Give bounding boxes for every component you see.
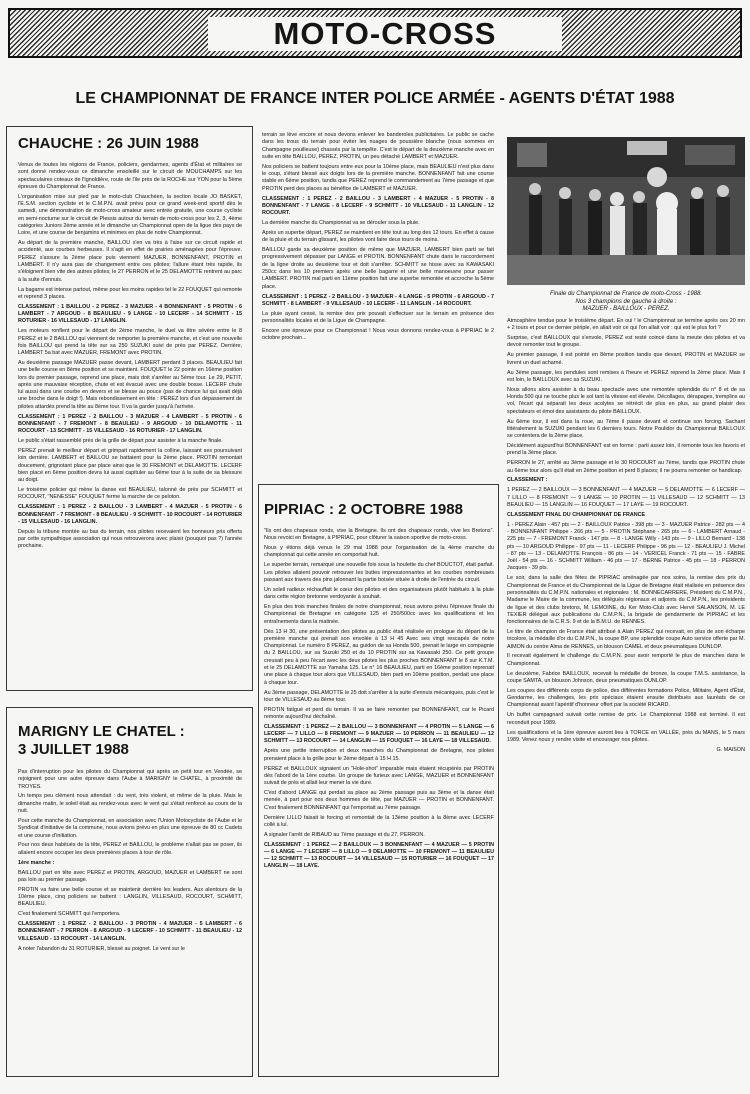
paragraph: Depuis la tribune montée au bas du terrain, nos pilotes recevaient les honneurs pris offerts par cette sympathique association qui nous retrouverons avec plaisir (pouquoi pas ?) l'année prochaine.	[18, 528, 242, 550]
paragraph: PERRON le 27, arrêté au 3ème passage et le 30 ROCOURT au 7ème, tandis que PROTIN chute au 6ème tour alors qu'il était en 2ème position et perd 8 places; il ne pourra remonter ce handicap.	[507, 460, 745, 474]
paragraph: Un soleil radieux réchauffait le cœur des pilotes et des organisateurs plutôt habitués à la pluie dans cette région bretonne verdoyante à souhait.	[264, 586, 494, 601]
paragraph: Le public s'était rassemblé près de la grille de départ pour assister à la manche finale.	[18, 438, 223, 445]
photo-caption: Finale du Championnat de France de moto-Cross - 1988. Nos 3 champions de gauche à droite : MAZUER - BAILLOUX - PEREZ.	[549, 291, 703, 312]
column-pipriac	[264, 500, 494, 873]
marigny-title: MARIGNY LE CHATEL : 3 JUILLET 1988	[18, 723, 185, 758]
paragraph: Au 3ème passage, DELAMOTTE le 25 doit s'arrêter à la suite d'ennuis mécaniques, puis c'est le tour de VILLESAUD au 8ème tour.	[264, 689, 494, 703]
classement: CLASSEMENT : 1 PEREZ — 2 BAILLOUX — 3 BONNENFANT — 4 MAZUER — 5 PROTIN — 6 LANGE — 7 LECERF — 8 LILLO — 9 DELAMOTTE — 10 FREMONT — 11 BEAULIEU — 12 SCHMITT — 13 ROCOURT — 14 VILLESAUD — 15 ROTURIER — 16 FOUQUET — 17 LANGLIN — 18 LAYE.	[264, 841, 494, 870]
classement: CLASSEMENT : 1 PEREZ - 2 BAILLOU - 3 MAZUER - 4 LANGE - 5 PROTIN - 6 ARGOUD - 7 SCHMITT - 8 LAMBERT - 9 VILLESAUD - 10 LECERF - 11 LANGLIN - 14 ROCOURT.	[262, 293, 494, 307]
paragraph: Un buffet campagnard suivait cette remise de prix. Le Championnat 1988 est terminé. Il est reconduit pour 1989.	[507, 712, 745, 726]
paragraph: Il recevait également le challenge du C.M.P.N. pour avoir remporté le plus de manches dans le Championnat.	[507, 653, 745, 667]
paragraph: Au départ de la première manche, BAILLOU s'en va très à l'aise sur ce circuit rapide et accidenté, aux courbes herbeuses. Il s'agit en effet de prairies aménagées pour l'épreuve. PEREZ s'assure la 2ème place puis viennent MAZUER, BONNENFANT, PROTIN et LAMBERT. Il n'y aura pas de changement entre ces pilotes; l'allure étant très rapide, ils s'éloignent bien vite des autres pilotes; le 27 PERRON et le 25 DELAMOTTE rentrent au parc à la suite d'ennuis.	[18, 240, 242, 283]
subheading: 1ère manche :	[18, 859, 55, 866]
classement: CLASSEMENT : 1 BAILLOU - 2 PEREZ - 3 MAZUER - 4 BONNENFANT - 5 PROTIN - 6 LAMBERT - 7 ARGOUD - 8 BEAULIEU - 9 LANGE - 10 LECERF - 14 SCHMITT - 15 ROTURIER - 16 VILLESAUD - 17 LANGLIN.	[18, 303, 242, 325]
classement-label: CLASSEMENT :	[507, 477, 548, 484]
paragraph: Pour nos deux habitués de la tête, PEREZ et BAILLOU, le problème n'allait pas se poser, ils allaient encore occuper les deux premières places à tour de rôle.	[18, 842, 242, 856]
section-banner	[8, 8, 742, 58]
paragraph: Au 6ème tour, il est dans la roue, au 7ème il passe devant et continue son forcing. Sachant littéralement la SUZUKI pendant les 6 derniers tours. Notre Poulidor du Championnat BAILLOUX se contentera de la 2ème place.	[507, 418, 745, 440]
paragraph: Le superbe terrain, remarqué une nouvelle fois sous la houlette du chef BOUCTOT, était parfait. Les pilotes allaient pouvoir retrouver les buttes impressionnantes et les courbes nombreuses passant aux travers des pins jalonnant la partie boisée située à droite de l'entrée du circuit.	[264, 562, 494, 583]
paragraph: Un temps peu clément nous attendait : du vent, très violent, et même de la pluie. Mais le dimanche matin, le soleil était au rendez-vous avec le vent qui s'était renforcé au cours de la nuit.	[18, 793, 242, 815]
classement: 1 PEREZ — 2 BAILLOUX — 3 BONNENFANT — 4 MAZUER — 5 DELAMOTTE — 6 LECERF — 7 LILLO — 8 FREMONT — 9 LANGE — 10 PROTIN — 11 VILLESAUD — 12 SCHMITT — 13 BEAULIEU — 15 LANGLIN — 16 FOUQUET — 17 LAYE — 19 ROCOURT.	[507, 487, 745, 508]
paragraph: PROTIN va faire une belle course et se maintenir derrière les leaders. Aux alentours de la 10ème place, cinq policiers se battent : LANGLIN, VILLESAUD, ROCOURT, SCHMITT, BEAULIEU.	[18, 886, 242, 908]
section-title: MOTO-CROSS	[208, 17, 562, 51]
column-marigny	[18, 722, 242, 955]
paragraph: La bagarre est intense partout, même pour les moins rapides tel le 22 FOUQUET qui remonte et reprend 3 places.	[18, 286, 242, 300]
paragraph: PROTIN fatigué et perd du terrain. Il va se faire remonter par BONNENFANT, car le Picard remonte aujourd'hui déchaîné.	[264, 706, 494, 720]
final-classement: 1 - PEREZ Alain - 457 pts — 2 - BAILLOUX Patrice - 398 pts — 3 - MAZUER Patrice - 282 pts — 4 - BONNENFANT Philippe - 266 pts — 5 - PROTIN Stéphane - 265 pts — 6 - LAMBERT Arnaud - 225 pts — 7 - FREMONT Franck - 147 pts — 8 - LANGE Willy - 143 pts — 9 - LILLO Bernard - 138 pts — 10 ARGOUD Philippe - 97 pts — 11 - LECERF Philippe - 96 pts — 12 - BEAULIEU J. Michel - 87 pts — 13 - DELAMOTTE François - 86 pts — 14 - VERICEL Franck - 71 pts — 15 - FABRE Joël - 54 pts — 16 - SCHMITT William - 46 pts — 17 - BERNE Patrice - 45 pts — 18 - PERRON Jacques - 39 pts.	[507, 521, 745, 572]
paragraph: Le troisème policier qui mène la danse est BEAULIEU, talonné de près par SCHMITT et ROCOURT, "NENESSE" FOUQUET ferme la marche de ce peloton.	[18, 487, 242, 501]
paragraph: Décidément aujourd'hui BONNENFANT est en forme : parti assez loin, il remonte tous les favoris et prend la 3ème place.	[507, 443, 745, 457]
classement: CLASSEMENT : 1 PEREZ - 2 BAILLOU - 3 LAMBERT - 4 MAZUER - 5 PROTIN - 8 BONNENFANT - 7 LANGE - 8 LECERF - 9 SCHMITT - 10 VILLESAUD - 11 LANGLIN - 12 ROCOURT.	[262, 195, 494, 217]
column-chauche	[18, 134, 242, 553]
paragraph: Nous allons alors assister à du beau spectacle avec une remontée splendide du n° 8 et de sa Honda 500 qui ne touche plus le sol tant la vitesse est élevée. Décollages, dérapages, tremplins au vol, l'écart qui séparait les deux acolytes se rétrécit de plus en plus, au grand plaisir des spectateurs et émoi des assistants du pilote BAILLOUX.	[507, 386, 745, 415]
paragraph: terrain se lève encore et nous devons enlever les banderoles publicitaires. Le public se cache dans les trous du terrain pour éviter les nuages de poussière blanche (nous sommes en Champagne pouilleuse) chassés par la tempête. C'est le départ de la deuxième manche avec en suite en tête BAILLOU, PEREZ, PROTIN, un peu détaché LAMBERT et MAZUER.	[262, 132, 494, 160]
paragraph: La pluie ayant cessé, la remise des prix pouvait s'effectuer sur le terrain en présence des personnalités locales et de la Ligue de Champagne.	[262, 310, 494, 324]
paragraph: Au deuxième passage MAZUER passe devant, LAMBERT perdant 3 places. BEAULIEU fait une belle course en 8ème position et se maintient. FOUQUET le 22 pointe en 16ème position lors du premier passage, reprend une place, mais doit s'arrêter au 5ème tour. Le 29, PETIT, après une mauvaise réception, chute et est évacué avec une double bosse. LECERF chute lui aussi dans une courbe en devers et se blesse au pouce (pas de chance lui qui avait déjà une broche dans le doigt !). Mais rebondissement en tête : PEREZ lors d'un dépassement de pilotes attardés prend la tête au 8ème tour. Il va la garder jusqu'à l'arrivée.	[18, 359, 242, 410]
paragraph: BAILLOU part en tête avec PEREZ et PROTIN, ARGOUD, MAZUER et LAMBERT ne sont pas loin au premier passage.	[18, 869, 242, 883]
paragraph: Venus de toutes les régions de France, policiers, gendarmes, agents d'État et militaires se sont donné rendez-vous ce dimanche ensoleillé sur le circuit de MOUCHAMPS sur les spectaculaires coteaux de l'Ignoldière, route de l'ile près de la ROCHE sur YON pour la 5ème épreuve du Championnat de France.	[18, 162, 242, 190]
podium-photo-illustration	[507, 137, 745, 285]
paragraph: La dernière manche du Championnat va se dérouler sous la pluie.	[262, 220, 420, 227]
chauche-title: CHAUCHE : 26 JUIN 1988	[18, 135, 199, 152]
paragraph: Au 3ème passage, les pendules sont remises à l'heure et PEREZ reprend la 2ème place. Mais il est loin, le BAILLOUX avec sa SUZUKI.	[507, 369, 745, 383]
paragraph: C'est finalement SCHMITT qui l'emportera.	[18, 911, 121, 918]
paragraph: Au premier passage, il est pointé en 8ème position tandis que devant, PROTIN et MAZUER se livrent un duel acharné.	[507, 352, 745, 366]
paragraph: "Ils ont des chapeaux ronds, vive la Bretagne. Ils ont des chapeaux ronds, vive les Bretons". Nous revoici en Bretagne, à PIPRIAC, pour clôturer la saison sportive de moto-cross.	[264, 528, 494, 542]
classement: CLASSEMENT : 1 PEREZ - 2 BAILLOU - 3 MAZUER - 4 LAMBERT - 5 PROTIN - 6 BONNENFANT - 7 FREMONT - 8 BEAULIEU - 9 ARGOUD - 10 DELAMOTTE - 11 ROCOURT - 13 SCHMITT - 15 VILLESAUD - 16 ROTURIER - 17 LANGLIN.	[18, 413, 242, 435]
paragraph: Encore une épreuve pour ce Championnat ! Nous vous donnons rendez-vous à PIPRIAC le 2 octobre prochain...	[262, 327, 494, 342]
podium-photo	[507, 137, 745, 285]
paragraph: BAILLOU garde sa deuxième position de même que MAZUER, LAMBERT bien parti se fait progressivement dépasser par LANGE et PROTIN. BONNENFANT chute dans le raccordement de la ligne droite au deuxième tour et doit s'arrêter. SCHMITT se hisse avec sa KAWASAKI 250cc dans les 10 premiers après une belle bagarre et une belle manoeuvre pour passer LAMBERT. PROTIN mal parti en 11ème position fait une superbe remontée et accroche la 5ème place.	[262, 247, 494, 290]
classement: CLASSEMENT : 1 PEREZ - 2 BAILLOU - 3 PROTIN - 4 MAZUER - 5 LAMBERT - 6 BONNENFANT - 7 PERRON - 8 ARGOUD - 9 LECERF - 10 SCHMITT - 11 BEAULIEU - 12 VILLESAUD - 13 ROCOURT - 14 LANGLIN.	[18, 921, 242, 942]
paragraph: Pour cette manche du Championnat, en association avec l'Union Motocycliste de l'Aube et le Syndicat d'initiative de la commune, nous avions prévu en plus une épreuve de 80 cc Cadets et une course d'initiation.	[18, 817, 242, 839]
paragraph: Pas d'interruption pour les pilotes du Championnat qui après un petit tour en Vendée, se rejoignent pour une autre épreuve dans l'Aube à MARIGNY le CHATEL, à proximité de TROYES.	[18, 769, 242, 790]
paragraph: Nous y étions déjà venus le 29 mai 1988 pour l'organisation de la 4ème manche du championnat qui cette année en comportait huit.	[264, 545, 494, 559]
paragraph: Dernière LILLO faisait le forcing et remontait de la 13ème position à la 8ème avec LECERF collé à lui.	[264, 814, 494, 828]
column-middle	[262, 132, 494, 345]
paragraph: Les qualifications et la 1ère épreuve auront lieu à TORCE en VALLÉE, près du MANS, le 5 mars 1989. Venez nous y rendre visite et encourager nos pilotes.	[507, 729, 745, 743]
signature: G. MAISON	[716, 746, 745, 753]
final-classement-label: CLASSEMENT FINAL DU CHAMPIONNAT DE FRANCE	[507, 511, 646, 518]
paragraph: C'est d'abord LANGE qui perdait sa place au 2ème passage puis au 3ème et la danse était menée, à part pour nos deux hommes de tête, par MAZUER — PROTIN et BONNENFANT. C'est finalement BONNENFANT qui l'emportait au 7ème passage.	[264, 790, 494, 811]
paragraph: Dès 13 H 30, une présentation des pilotes au public était réalisée en prologue du départ de la première manche qui prenait son envolée à 13 H 45 Avec ses vingt rescapés de notre Championnat. Le numéro 8 PEREZ, au guidon de sa Honda 500, prenait le large en compagnie du 2 BAILLOU, sur sa Suzuki 250 et du 10 PROTIN sur sa Kawasaki 250. Ce petit groupe creusait peu à peu l'écart avec les deux pilotes les plus proches BONNENFANT le 8 sur K.T.M. et le 25 DELAMOTTE sur Yamaha 125. Le n° 16 BEAULIEU, parti en 16ème position reprenait une place à chaque tour alors que VILLESAUD, bien parti en 10ème position, perdait une place à chaque tour.	[264, 628, 494, 686]
paragraph: Surprise, c'est BAILLOUX qui s'envole, PEREZ est resté coincé dans la meute des pilotes et va devoir remonter tout le groupe.	[507, 335, 745, 349]
paragraph: Le deuxième, Fabrice BAILLOUX, recevait la médaille de bronze, la coupe T.M.S. assistance, la coupe SAMTA, un blouson Johnson, deux pneumatiques DUNLOP.	[507, 670, 745, 684]
paragraph: Le soir, dans la salle des fêtes de PIPRIAC aménagée par nos soins, la remise des prix du Championnat de France et du Championnat de la Ligue de Bretagne était réalisée en présence des personnalités du C.M.P.N. nationales et régionales : M. BONNECARRERE, Président du C.M.P.N., Madame le Maire de la commune, les délégués régionaux et adjoints du C.M.P.N., les présidents de ligue et des clubs bretons, M. LEMOINE, du Ker Moto-Club avec Hervé SALANSON, M. LE TEXIER délégué aux publications du C.M.P.N., la brigade de gendarmerie de PIPRIAC et les fonctionnaires de la C.R.S. 9 et de la B.M.U. de RENNES.	[507, 575, 745, 626]
paragraph: En plus des trois manches finales de notre championnat, nous avions prévu l'épreuve finale du Championnat de Bretagne en catégorie 125 et 250/500cc avec les qualifications et les entraînements dans la matinée.	[264, 604, 494, 625]
column-right	[507, 318, 745, 757]
paragraph: Les moteurs ronflent pour le départ de 2ème manche, le duel va être sévère entre le 8 PEREZ et le 2 BAILLOU qui viennent de remporter la première manche, et c'est une nouvelle fois BAILLOU qui prend la tête sur sa 250 SUZUKI suivi de près par PEREZ. Derrière, LAMBERT 5a bat avec MAZUER, FREMONT avec PROTIN.	[18, 328, 242, 357]
paragraph: Le titre de champion de France était attribué à Alain PEREZ qui recevait, en plus de son écharpe tricolore, la médaille d'or du C.M.P.N., la coupe BP, une splendide coupe Auto service offerte par M. AIMON du centre Alma de RENNES, un blouson CAMEL et deux pneumatiques DUNLOP.	[507, 629, 745, 650]
paragraph: PEREZ et BAILLOUX signaient un "Hole-shot" imparable mais étaient récupérés par PROTIN dès l'abord de la 1ère courbe. Un groupe de furieux avec LANGE, MAZUER et BONNENFANT suivait de près et allait leur mener la vie dure.	[264, 765, 494, 787]
paragraph: Nos policiers se battent toujours entre eux pour la 10ème place, mais BEAULIEU n'est plus dans le coup, s'étant blessé aux doigts lors de la première manche. BONNENFANT fait une course stable en 6ème position, tandis que PEREZ reprend le commandement au 7ème passage et que PROTIN perd des places au bénéfice de LAMBERT et MAZUER.	[262, 163, 494, 192]
paragraph: L'organisation mise sur pied par le moto-club Chauchéen, la section locale JO BASKET, l'E.S.M. section cycliste et le C.M.P.N. avait prévu pour ce grand week-end sportif dès le samedi, une démonstration de moto-cross amateur avec entrée gratuite, une course cycliste en semi-nocturne sur le circuit de Plessis autour du terrain de moto-cross pour les 2, 3, 4ème catégories Juniors 2ème année et le dimanche un Championnat open de la ligue des pays de Loire, et une course de benjamins et minimes en plus de notre Championnat.	[18, 193, 242, 237]
paragraph: Atmosphère tendue pour le troisième départ. En oui ! le Championnat se termine après ces 20 mn + 2 tours et pour ce dernier périple, en allait voir ce qui l'on allait voir : qui est le plus fort ?	[507, 318, 745, 332]
classement: CLASSEMENT : 1 PEREZ - 2 BAILLOU - 3 LAMBERT - 4 MAZUER - 5 PROTIN - 6 BONNENFANT - 7 FREMONT - 8 BEAULIEU - 9 SCHMITT - 10 ROCOURT - 14 ROTURIER - 15 VILLESAUD - 16 LANGLIN.	[18, 504, 242, 525]
headline: LE CHAMPIONNAT DE FRANCE INTER POLICE ARMÉE - AGENTS D'ÉTAT 1988	[75, 90, 675, 107]
paragraph: Après un superbe départ, PEREZ se maintient en tête tout au long des 12 tours. En effet à cause de la pluie et du terrain glissant, les pilotes vont faire deux tours de moins.	[262, 229, 494, 244]
classement: CLASSEMENT : 1 PEREZ — 2 BAILLOU — 3 BONNENFANT — 4 PROTIN — 5 LANGE — 6 LECERF — 7 LILLO — 8 FREMONT — 9 MAZUER — 10 PERRON — 11 BEAULIEU — 12 SCHMITT — 13 ROCOURT — 14 LANGLIN — 15 FOUQUET — 16 LAYE — 18 VILLESAUD.	[264, 723, 494, 745]
paragraph: Les coupes des différents corps de police, des différentes formations Police, Militaire, Agent d'État, Gendarme, les challenges, les prix spéciaux étaient ensuite distribués aux lauréats de ce Championnat avant l'apéritif d'honneur offert par la société RICARD.	[507, 687, 745, 709]
paragraph: Après une petite interruption et deux manches du Championnat de Bretagne, nos pilotes prenaient place à la grille pour le 2ème départ à 15 H 15.	[264, 748, 494, 762]
pipriac-title: PIPRIAC : 2 OCTOBRE 1988	[264, 501, 463, 518]
paragraph: PEREZ prenait le meilleur départ et grimpait rapidement la colline, laissant ses poursuivant loin derrière. LAMBERT et BAILLOU se battaient pour la 2ème place. PROTIN remontait doucement, grignotant place par place ainsi que le 30 FREMONT et DELAMOTTE. LECERF bien placé en 6ème position devra lui aussi capituler au 6ème tour à la suite de sa blessure au doigt.	[18, 448, 242, 484]
paragraph: A signaler l'arrêt de RIBAUD au 7ème passage et du 27, PERRON.	[264, 831, 425, 838]
paragraph: A noter l'abandon du 31 ROTURIER, blessé au poignet. Le vent sur le	[18, 945, 186, 952]
